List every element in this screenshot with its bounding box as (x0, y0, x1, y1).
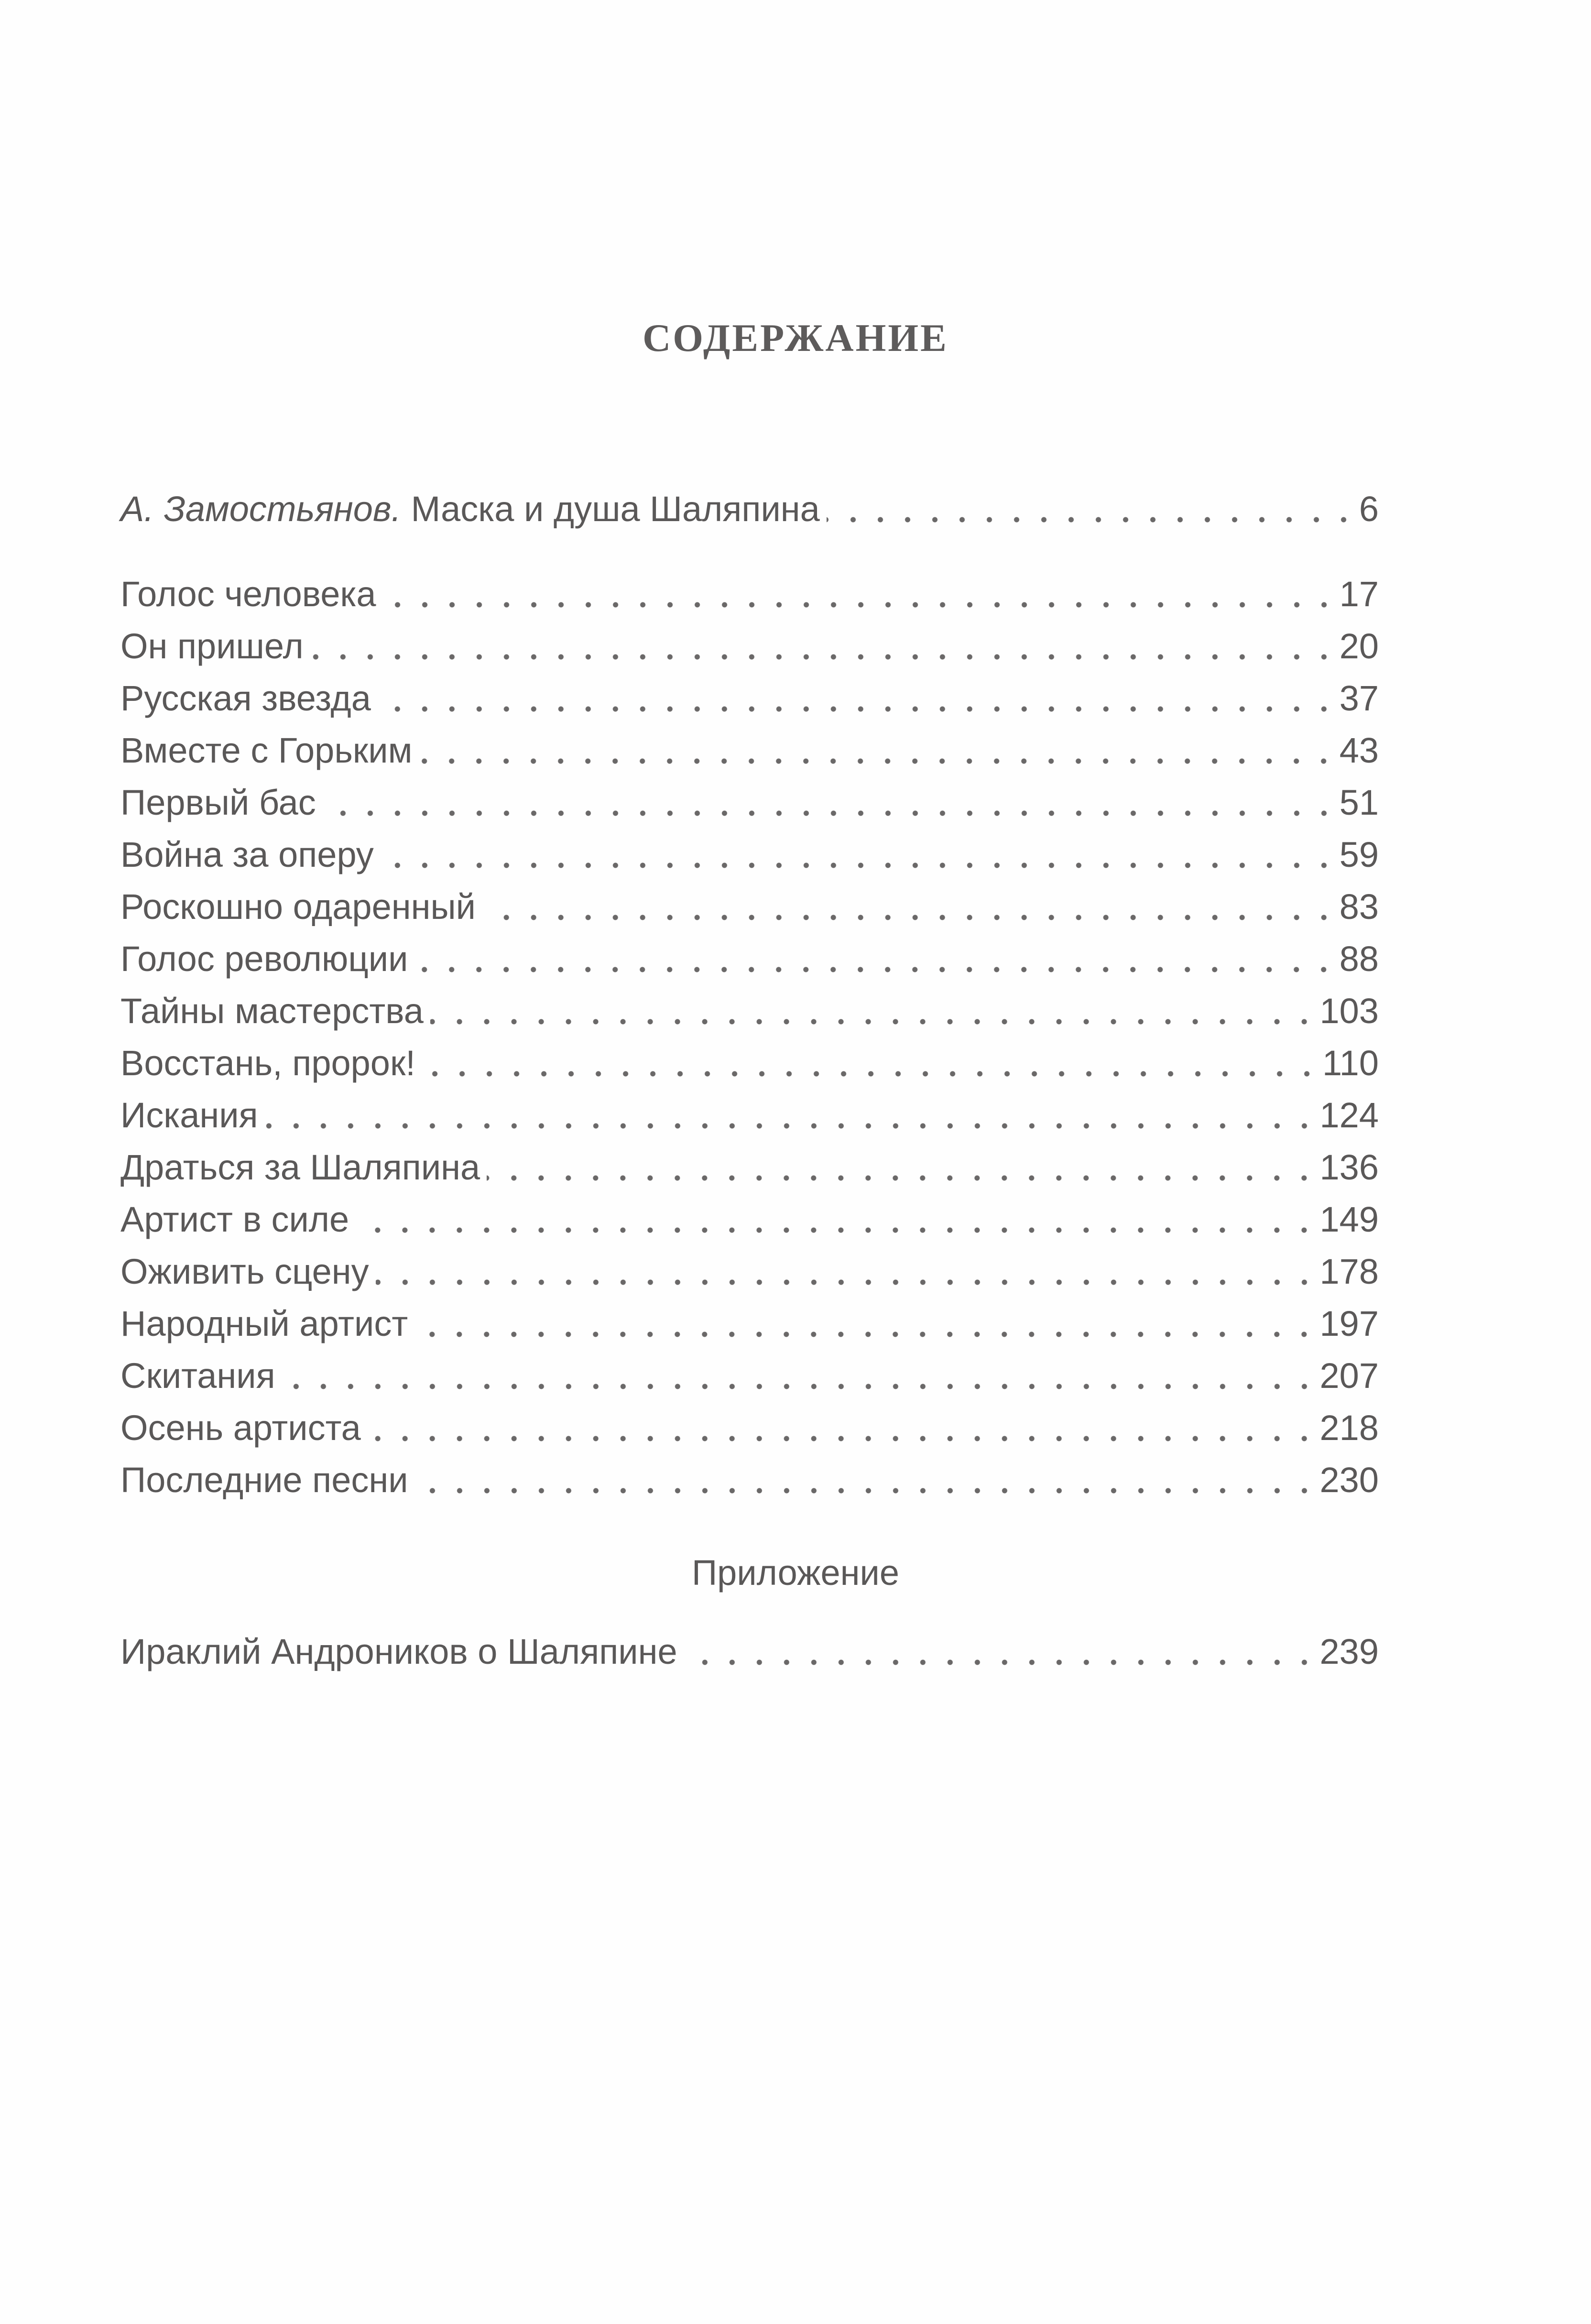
entry-title: Голос революции (120, 939, 408, 979)
entry-page-number: 51 (1339, 783, 1379, 822)
toc-entry[interactable] (120, 1352, 1379, 1400)
entry-page-number: 207 (1319, 1356, 1379, 1396)
toc-entry[interactable] (120, 883, 1379, 931)
entry-title: Голос человека (120, 574, 376, 614)
entry-title: Оживить сцену (120, 1252, 369, 1291)
dot-leader (282, 1352, 1318, 1400)
entry-page-number: 103 (1319, 991, 1379, 1031)
entry-page-number: 218 (1319, 1408, 1379, 1448)
dot-leader (378, 675, 1338, 722)
entry-title: Война за оперу (120, 835, 374, 874)
dot-leader (381, 831, 1338, 879)
dot-leader (487, 1144, 1318, 1191)
entry-author: А. Замостьянов. (120, 489, 402, 529)
entry-page-number: 136 (1319, 1147, 1379, 1187)
entry-title: Последние песни (120, 1460, 408, 1500)
entry-page-number: 43 (1339, 731, 1379, 770)
toc-entry[interactable] (120, 675, 1379, 722)
toc-entry[interactable] (120, 1039, 1379, 1087)
entry-page-number: 124 (1319, 1095, 1379, 1135)
entry-title: Первый бас (120, 783, 316, 822)
dot-leader (368, 1404, 1318, 1452)
dot-leader (383, 570, 1338, 618)
toc-entry[interactable] (120, 570, 1379, 618)
entry-title: Восстань, пророк! (120, 1043, 415, 1083)
dot-leader (430, 987, 1318, 1035)
toc-entry[interactable] (120, 1404, 1379, 1452)
entry-page-number: 20 (1339, 626, 1379, 666)
entry-page-number: 37 (1339, 678, 1379, 718)
entry-title: Ираклий Андроников о Шаляпине (120, 1632, 677, 1671)
entry-page-number: 6 (1359, 489, 1379, 529)
dot-leader (265, 1091, 1318, 1139)
page-title: СОДЕРЖАНИЕ (643, 316, 948, 360)
dot-leader (684, 1628, 1318, 1676)
entry-title: Артист в силе (120, 1200, 349, 1239)
toc-entry-foreword[interactable] (120, 485, 1379, 533)
dot-leader (415, 1456, 1318, 1504)
entry-title: Тайны мастерства (120, 991, 424, 1031)
toc-entry[interactable] (120, 1456, 1379, 1504)
toc-entry[interactable] (120, 1300, 1379, 1348)
dot-leader (376, 1248, 1318, 1296)
entry-title: Драться за Шаляпина (120, 1147, 480, 1187)
toc-entry[interactable] (120, 935, 1379, 983)
entry-title: Роскошно одаренный (120, 887, 476, 927)
entry-page-number: 110 (1322, 1043, 1379, 1083)
entry-title: Народный артист (120, 1304, 408, 1343)
dot-leader (356, 1196, 1318, 1244)
entry-title: Осень артиста (120, 1408, 361, 1448)
toc-entry[interactable] (120, 622, 1379, 670)
toc-entry[interactable] (120, 779, 1379, 827)
dot-leader (827, 485, 1357, 533)
entry-title: Русская звезда (120, 678, 371, 718)
toc-entry[interactable] (120, 1248, 1379, 1296)
toc-entry[interactable] (120, 1196, 1379, 1244)
dot-leader (419, 727, 1337, 775)
dot-leader (310, 622, 1338, 670)
toc-entry[interactable] (120, 727, 1379, 775)
toc-entry[interactable] (120, 1144, 1379, 1191)
entry-label (120, 485, 827, 533)
dot-leader (482, 883, 1338, 931)
entry-title: Вместе с Горьким (120, 731, 413, 770)
entry-title: Маска и душа Шаляпина (401, 489, 820, 529)
dot-leader (414, 935, 1337, 983)
entry-page-number: 149 (1319, 1200, 1379, 1239)
entry-page-number: 88 (1339, 939, 1379, 979)
entry-page-number: 17 (1339, 574, 1379, 614)
dot-leader (323, 779, 1338, 827)
entry-page-number: 59 (1339, 835, 1379, 874)
entry-page-number: 197 (1319, 1304, 1379, 1343)
dot-leader (414, 1300, 1318, 1348)
toc-entry[interactable] (120, 987, 1379, 1035)
entry-title: Скитания (120, 1356, 275, 1396)
entry-title: Он пришел (120, 626, 304, 666)
entry-page-number: 83 (1339, 887, 1379, 927)
appendix-heading: Приложение (691, 1553, 900, 1593)
entry-page-number: 230 (1319, 1460, 1379, 1500)
entry-page-number: 178 (1319, 1252, 1379, 1291)
entry-title: Искания (120, 1095, 258, 1135)
toc-entry-appendix[interactable] (120, 1628, 1379, 1676)
toc-entry[interactable] (120, 1091, 1379, 1139)
toc-entry[interactable] (120, 831, 1379, 879)
dot-leader (422, 1039, 1320, 1087)
entry-page-number: 239 (1319, 1632, 1379, 1671)
